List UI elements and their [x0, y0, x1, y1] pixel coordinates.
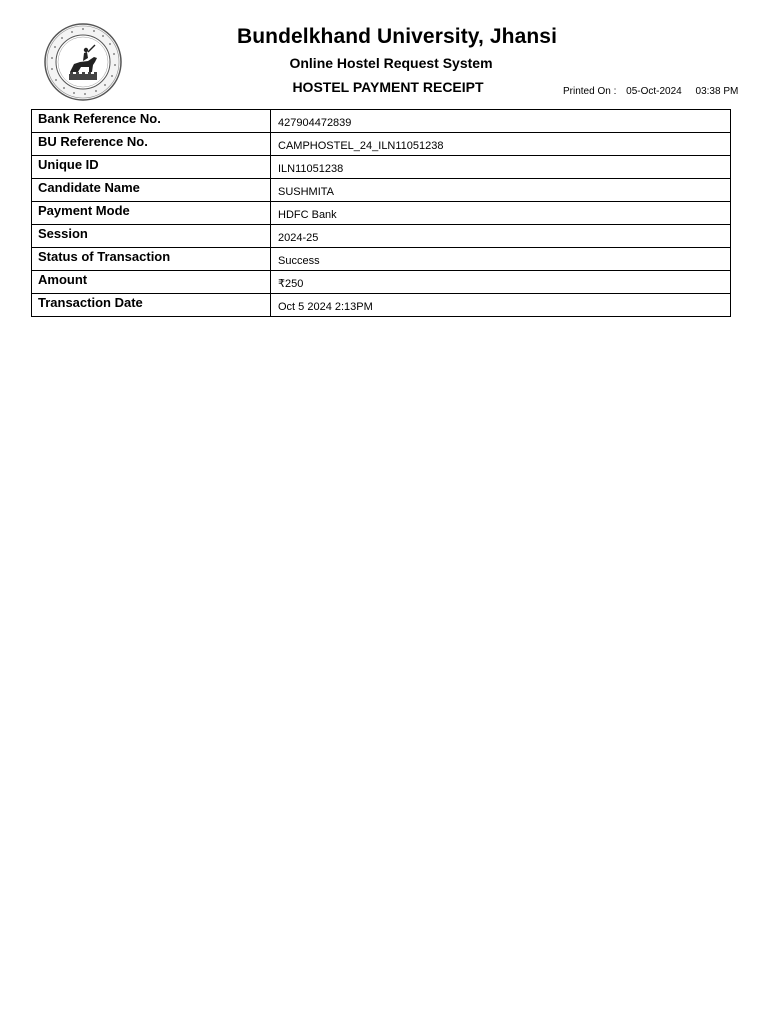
- printed-on-label: Printed On :: [563, 86, 617, 97]
- field-label: Transaction Date: [32, 294, 271, 317]
- printed-on-time: 03:38 PM: [695, 86, 739, 97]
- printed-on-date: 05-Oct-2024: [626, 86, 682, 97]
- table-row: [32, 202, 731, 225]
- field-value: ILN11051238: [271, 156, 731, 179]
- field-value: HDFC Bank: [271, 202, 731, 225]
- table-row: [32, 225, 731, 248]
- field-label: Status of Transaction: [32, 248, 271, 271]
- field-label: Session: [32, 225, 271, 248]
- field-value: 427904472839: [271, 110, 731, 133]
- field-label: Payment Mode: [32, 202, 271, 225]
- receipt-table: [31, 109, 731, 317]
- field-value: Oct 5 2024 2:13PM: [271, 294, 731, 317]
- system-subtitle: Online Hostel Request System: [289, 55, 493, 71]
- printed-on-stamp: [563, 86, 738, 97]
- field-value: Success: [271, 248, 731, 271]
- table-row: [32, 294, 731, 317]
- field-value: CAMPHOSTEL_24_ILN11051238: [271, 133, 731, 156]
- table-row: [32, 179, 731, 202]
- field-label: Bank Reference No.: [32, 110, 271, 133]
- table-row: [32, 110, 731, 133]
- field-value: ₹250: [271, 271, 731, 294]
- university-title: Bundelkhand University, Jhansi: [236, 25, 558, 48]
- field-value: 2024-25: [271, 225, 731, 248]
- field-label: Amount: [32, 271, 271, 294]
- field-label: BU Reference No.: [32, 133, 271, 156]
- field-label: Unique ID: [32, 156, 271, 179]
- table-row: [32, 271, 731, 294]
- receipt-title: HOSTEL PAYMENT RECEIPT: [292, 79, 484, 95]
- table-row: [32, 133, 731, 156]
- field-value: SUSHMITA: [271, 179, 731, 202]
- table-row: [32, 156, 731, 179]
- field-label: Candidate Name: [32, 179, 271, 202]
- table-row: [32, 248, 731, 271]
